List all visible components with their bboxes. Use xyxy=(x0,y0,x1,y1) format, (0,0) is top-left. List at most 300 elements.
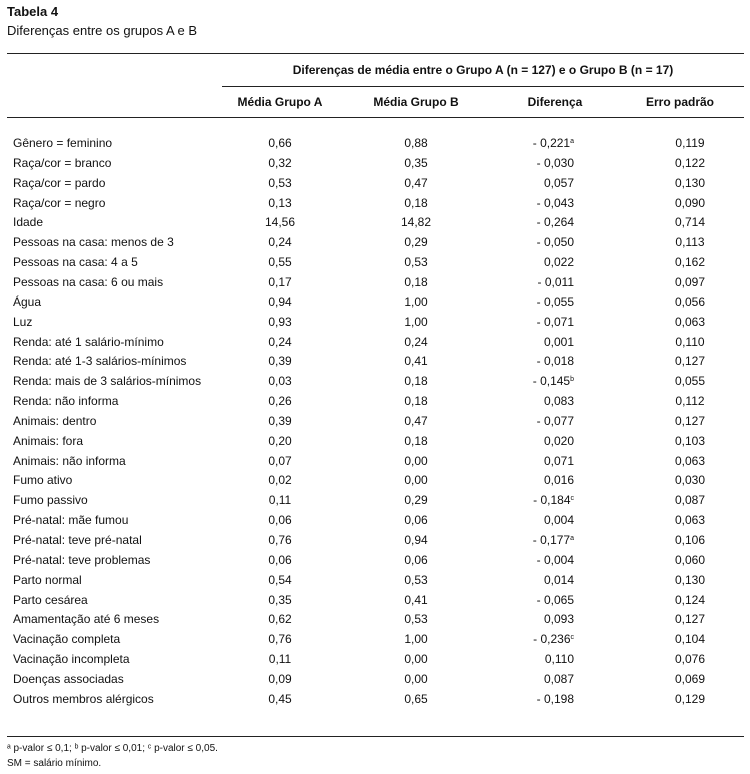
table-row xyxy=(0,593,750,613)
media-a-value xyxy=(215,612,345,626)
media-b-value-text: 0,35 xyxy=(404,155,428,170)
row-label-text: Doenças associadas xyxy=(13,671,124,686)
diferenca-value-text: - 0,050 xyxy=(536,235,574,250)
media-b-value-text: 0,24 xyxy=(404,334,428,349)
media-b-value xyxy=(351,493,481,507)
diferenca-value-text: 0,004 xyxy=(543,513,574,528)
erro-padrao-value-text: 0,714 xyxy=(674,215,706,230)
erro-padrao-value xyxy=(625,354,750,368)
diferenca-value xyxy=(474,612,574,626)
erro-padrao-value-text: 0,063 xyxy=(674,453,706,468)
media-b-value xyxy=(351,374,481,388)
media-a-value xyxy=(215,136,345,150)
row-label-text: Parto normal xyxy=(13,572,82,587)
diferenca-value-text: 0,110 xyxy=(544,652,574,667)
row-label-text: Animais: não informa xyxy=(13,453,126,468)
row-label xyxy=(13,493,88,507)
media-a-value-text: 0,09 xyxy=(268,671,292,686)
media-a-value xyxy=(215,394,345,408)
row-label xyxy=(13,156,111,170)
media-b-value-text: 1,00 xyxy=(404,294,428,309)
media-a-value-text: 0,39 xyxy=(268,354,292,369)
row-label xyxy=(13,434,83,448)
row-label-text: Fumo ativo xyxy=(13,473,73,488)
media-a-value xyxy=(215,295,345,309)
erro-padrao-value-text: 0,119 xyxy=(675,136,705,150)
diferenca-value-text: 0,014 xyxy=(543,572,574,587)
column-header-diferenca: Diferença xyxy=(527,95,583,109)
media-a-value xyxy=(215,255,345,269)
media-b-value-text: 0,18 xyxy=(404,374,428,389)
media-a-value xyxy=(215,335,345,349)
media-a-value xyxy=(215,454,345,468)
row-label xyxy=(13,394,118,408)
media-a-value-text: 0,11 xyxy=(268,652,292,667)
media-a-value xyxy=(215,156,345,170)
media-a-value-text: 0,39 xyxy=(268,413,292,428)
erro-padrao-value xyxy=(625,315,750,329)
erro-padrao-value-text: 0,130 xyxy=(674,175,706,190)
row-label xyxy=(13,533,142,547)
footnote-sm: SM = salário mínimo. xyxy=(7,758,102,769)
row-label xyxy=(13,414,96,428)
row-label xyxy=(13,573,82,587)
row-label-text: Luz xyxy=(13,314,33,329)
media-a-value-text: 0,03 xyxy=(268,374,292,389)
erro-padrao-value xyxy=(625,652,750,666)
media-b-value-text: 0,29 xyxy=(404,493,428,508)
table-row xyxy=(0,652,750,672)
table-row xyxy=(0,235,750,255)
media-a-value xyxy=(215,672,345,686)
media-b-value-text: 0,65 xyxy=(404,691,428,706)
table-row xyxy=(0,513,750,533)
erro-padrao-value-text: 0,076 xyxy=(674,652,706,667)
table-row xyxy=(0,454,750,474)
erro-padrao-value xyxy=(625,196,750,210)
media-b-value-text: 0,53 xyxy=(404,612,428,627)
row-label-text: Animais: fora xyxy=(13,433,84,448)
media-b-value xyxy=(351,593,481,607)
diferenca-value-text: - 0,043 xyxy=(536,195,574,210)
row-label xyxy=(13,672,124,686)
diferenca-value xyxy=(474,374,574,388)
media-a-value-text: 0,66 xyxy=(268,136,292,150)
media-a-value-text: 0,76 xyxy=(268,533,292,547)
diferenca-value xyxy=(474,573,574,587)
media-a-value-text: 0,35 xyxy=(268,592,292,607)
column-header-media-b: Média Grupo B xyxy=(373,95,459,109)
media-b-value-text: 0,18 xyxy=(404,195,428,210)
row-label-text: Vacinação incompleta xyxy=(13,652,130,667)
significance-marker: a xyxy=(570,535,574,542)
diferenca-value xyxy=(474,414,574,428)
row-label-text: Pessoas na casa: 4 a 5 xyxy=(13,255,138,270)
diferenca-value-text: - 0,055 xyxy=(536,294,574,309)
erro-padrao-value xyxy=(625,156,750,170)
erro-padrao-value xyxy=(625,553,750,567)
media-b-value xyxy=(351,196,481,210)
erro-padrao-value-text: 0,056 xyxy=(674,294,706,309)
media-a-value xyxy=(215,275,345,289)
diferenca-value xyxy=(474,156,574,170)
media-b-value xyxy=(351,513,481,527)
table-row xyxy=(0,414,750,434)
erro-padrao-value-text: 0,106 xyxy=(674,533,706,547)
diferenca-value xyxy=(474,394,574,408)
media-a-value xyxy=(215,354,345,368)
media-b-value-text: 0,18 xyxy=(404,394,428,409)
erro-padrao-value-text: 0,110 xyxy=(675,334,705,349)
media-b-value-text: 0,47 xyxy=(404,175,428,190)
row-label xyxy=(13,354,186,368)
erro-padrao-value-text: 0,112 xyxy=(675,394,705,409)
erro-padrao-value-text: 0,055 xyxy=(674,374,706,389)
media-a-value-text: 0,17 xyxy=(268,274,292,289)
row-label xyxy=(13,513,128,527)
media-b-value xyxy=(351,255,481,269)
significance-marker: c xyxy=(570,634,574,642)
diferenca-value-text: 0,071 xyxy=(543,453,574,468)
diferenca-value xyxy=(474,255,574,269)
diferenca-value-text: - 0,264 xyxy=(536,215,574,230)
row-label-text: Pré-natal: teve problemas xyxy=(13,552,151,567)
media-b-value-text: 0,00 xyxy=(404,453,428,468)
erro-padrao-value xyxy=(625,335,750,349)
media-b-value-text: 0,47 xyxy=(404,413,428,428)
row-label-text: Raça/cor = pardo xyxy=(13,175,106,190)
row-label-text: Idade xyxy=(13,215,44,230)
media-b-value xyxy=(351,235,481,249)
media-b-value xyxy=(351,176,481,190)
media-b-value-text: 0,18 xyxy=(404,274,428,289)
erro-padrao-value xyxy=(625,235,750,249)
footnote-pvalues: ᵃ p-valor ≤ 0,1; ᵇ p-valor ≤ 0,01; ᶜ p-valor ≤ 0,05. xyxy=(7,743,218,754)
media-a-value-text: 14,56 xyxy=(264,215,296,230)
row-label xyxy=(13,275,163,289)
media-a-value xyxy=(215,315,345,329)
table-row xyxy=(0,335,750,355)
row-label xyxy=(13,176,105,190)
media-b-value-text: 0,00 xyxy=(404,671,428,686)
significance-marker: c xyxy=(570,495,574,503)
media-a-value xyxy=(215,533,345,547)
media-a-value-text: 0,76 xyxy=(268,632,292,647)
erro-padrao-value-text: 0,063 xyxy=(674,513,706,528)
media-b-value xyxy=(351,632,481,646)
media-a-value xyxy=(215,493,345,507)
erro-padrao-value-text: 0,122 xyxy=(674,155,706,170)
table-row xyxy=(0,394,750,414)
media-b-value xyxy=(351,672,481,686)
media-b-value xyxy=(351,553,481,567)
media-b-value-text: 0,94 xyxy=(404,533,428,547)
media-a-value-text: 0,53 xyxy=(268,175,292,190)
media-b-value-text: 0,53 xyxy=(404,572,428,587)
diferenca-value xyxy=(474,315,574,329)
bottom-rule xyxy=(7,736,744,737)
erro-padrao-value xyxy=(625,295,750,309)
table-row xyxy=(0,255,750,275)
table-row xyxy=(0,196,750,216)
erro-padrao-value-text: 0,097 xyxy=(674,274,706,289)
row-label xyxy=(13,335,164,349)
media-a-value-text: 0,13 xyxy=(268,195,292,210)
media-b-value-text: 0,53 xyxy=(404,255,428,270)
erro-padrao-value-text: 0,127 xyxy=(674,413,706,428)
media-b-value-text: 14,82 xyxy=(400,215,432,230)
media-a-value xyxy=(215,235,345,249)
diferenca-value xyxy=(474,692,574,706)
table-title: Tabela 4 xyxy=(7,4,59,19)
erro-padrao-value-text: 0,130 xyxy=(674,572,706,587)
media-b-value-text: 0,41 xyxy=(404,354,428,369)
diferenca-value xyxy=(474,434,574,448)
erro-padrao-value xyxy=(625,513,750,527)
diferenca-value-text: - 0,177 xyxy=(532,533,571,547)
diferenca-value-text: 0,093 xyxy=(543,612,574,627)
row-label-text: Renda: mais de 3 salários-mínimos xyxy=(13,374,202,389)
diferenca-value-text: - 0,236 xyxy=(533,632,571,647)
media-a-value-text: 0,45 xyxy=(268,691,292,706)
diferenca-value-text: 0,057 xyxy=(543,175,574,190)
span-rule xyxy=(222,86,744,87)
erro-padrao-value xyxy=(625,692,750,706)
table-row xyxy=(0,136,750,156)
significance-marker: a xyxy=(570,138,574,145)
header-rule xyxy=(7,117,744,118)
row-label-text: Animais: dentro xyxy=(13,413,97,428)
row-label-text: Raça/cor = branco xyxy=(13,155,112,170)
row-label xyxy=(13,295,41,309)
erro-padrao-value xyxy=(625,394,750,408)
erro-padrao-value xyxy=(625,573,750,587)
diferenca-value xyxy=(474,473,574,487)
significance-marker: b xyxy=(570,376,574,384)
diferenca-value xyxy=(474,235,574,249)
media-a-value-text: 0,55 xyxy=(268,255,292,270)
row-label-text: Pré-natal: teve pré-natal xyxy=(13,533,142,547)
erro-padrao-value-text: 0,090 xyxy=(674,195,706,210)
diferenca-value xyxy=(474,196,574,210)
erro-padrao-value xyxy=(625,414,750,428)
row-label-text: Pessoas na casa: menos de 3 xyxy=(13,235,174,250)
diferenca-value-text: - 0,004 xyxy=(536,552,574,567)
media-a-value-text: 0,93 xyxy=(268,314,292,329)
table-row xyxy=(0,612,750,632)
table-row xyxy=(0,295,750,315)
erro-padrao-value-text: 0,063 xyxy=(674,314,706,329)
media-b-value-text: 0,00 xyxy=(404,652,428,667)
erro-padrao-value-text: 0,087 xyxy=(674,493,706,508)
erro-padrao-value-text: 0,162 xyxy=(674,255,706,270)
table-row xyxy=(0,553,750,573)
media-b-value xyxy=(351,533,481,547)
erro-padrao-value-text: 0,113 xyxy=(675,235,705,250)
diferenca-value xyxy=(474,335,574,349)
table-row xyxy=(0,692,750,712)
erro-padrao-value xyxy=(625,493,750,507)
diferenca-value-text: - 0,030 xyxy=(536,155,574,170)
diferenca-value xyxy=(474,215,574,229)
table-row xyxy=(0,176,750,196)
media-a-value-text: 0,11 xyxy=(268,493,292,508)
erro-padrao-value-text: 0,103 xyxy=(674,433,706,448)
media-a-value xyxy=(215,652,345,666)
media-a-value-text: 0,62 xyxy=(268,612,292,627)
media-b-value-text: 0,06 xyxy=(404,552,428,567)
erro-padrao-value-text: 0,124 xyxy=(674,592,706,607)
diferenca-value xyxy=(474,176,574,190)
diferenca-value xyxy=(474,672,574,686)
row-label xyxy=(13,612,159,626)
diferenca-value-text: - 0,198 xyxy=(536,691,574,706)
row-label-text: Amamentação até 6 meses xyxy=(13,612,160,627)
erro-padrao-value xyxy=(625,672,750,686)
diferenca-value xyxy=(474,454,574,468)
row-label xyxy=(13,593,88,607)
erro-padrao-value xyxy=(625,215,750,229)
media-a-value-text: 0,24 xyxy=(268,334,292,349)
diferenca-value xyxy=(474,652,574,666)
diferenca-value-text: - 0,184 xyxy=(533,493,571,508)
diferenca-value-text: 0,022 xyxy=(543,255,574,270)
row-label xyxy=(13,374,201,388)
row-label xyxy=(13,215,43,229)
erro-padrao-value xyxy=(625,255,750,269)
row-label-text: Renda: até 1 salário-mínimo xyxy=(13,334,164,349)
media-a-value-text: 0,20 xyxy=(268,433,292,448)
media-a-value-text: 0,02 xyxy=(268,473,292,488)
media-a-value xyxy=(215,414,345,428)
table-row xyxy=(0,493,750,513)
erro-padrao-value xyxy=(625,533,750,547)
media-b-value-text: 0,29 xyxy=(404,235,428,250)
media-a-value-text: 0,26 xyxy=(268,394,292,409)
diferenca-value-text: 0,087 xyxy=(543,671,574,686)
diferenca-value xyxy=(474,533,574,547)
row-label xyxy=(13,315,32,329)
erro-padrao-value-text: 0,069 xyxy=(674,671,706,686)
erro-padrao-value xyxy=(625,136,750,150)
media-b-value xyxy=(351,434,481,448)
row-label xyxy=(13,553,150,567)
table-row xyxy=(0,573,750,593)
diferenca-value-text: 0,001 xyxy=(543,334,574,349)
row-label-text: Pessoas na casa: 6 ou mais xyxy=(13,274,164,289)
media-b-value xyxy=(351,354,481,368)
media-a-value-text: 0,94 xyxy=(268,294,292,309)
top-rule xyxy=(7,53,744,54)
row-label-text: Água xyxy=(13,294,42,309)
diferenca-value-text: 0,020 xyxy=(543,433,574,448)
media-b-value-text: 0,41 xyxy=(404,592,428,607)
media-b-value-text: 0,88 xyxy=(404,136,428,150)
diferenca-value xyxy=(474,354,574,368)
media-a-value xyxy=(215,176,345,190)
diferenca-value-text: - 0,077 xyxy=(536,413,574,428)
erro-padrao-value xyxy=(625,632,750,646)
erro-padrao-value-text: 0,127 xyxy=(674,612,706,627)
media-a-value-text: 0,54 xyxy=(268,572,292,587)
row-label xyxy=(13,692,154,706)
erro-padrao-value xyxy=(625,593,750,607)
erro-padrao-value xyxy=(625,434,750,448)
row-label-text: Parto cesárea xyxy=(13,592,88,607)
media-a-value-text: 0,24 xyxy=(268,235,292,250)
diferenca-value xyxy=(474,593,574,607)
row-label-text: Raça/cor = negro xyxy=(13,195,106,210)
erro-padrao-value xyxy=(625,176,750,190)
erro-padrao-value-text: 0,127 xyxy=(674,354,706,369)
media-a-value xyxy=(215,553,345,567)
media-b-value xyxy=(351,414,481,428)
media-a-value-text: 0,06 xyxy=(268,513,292,528)
erro-padrao-value-text: 0,030 xyxy=(674,473,706,488)
table-row xyxy=(0,215,750,235)
media-b-value xyxy=(351,692,481,706)
table-row xyxy=(0,632,750,652)
diferenca-value-text: - 0,071 xyxy=(536,314,574,329)
table-row xyxy=(0,315,750,335)
media-b-value xyxy=(351,315,481,329)
erro-padrao-value xyxy=(625,374,750,388)
erro-padrao-value xyxy=(625,612,750,626)
diferenca-value xyxy=(474,632,574,646)
media-b-value xyxy=(351,136,481,150)
table-row xyxy=(0,354,750,374)
media-b-value xyxy=(351,454,481,468)
row-label-text: Renda: até 1-3 salários-mínimos xyxy=(13,354,187,369)
table-subtitle: Diferenças entre os grupos A e B xyxy=(7,23,198,38)
diferenca-value-text: - 0,221 xyxy=(532,136,571,150)
diferenca-value-text: 0,083 xyxy=(543,394,574,409)
media-a-value-text: 0,06 xyxy=(268,552,292,567)
media-a-value xyxy=(215,573,345,587)
erro-padrao-value-text: 0,104 xyxy=(674,632,706,647)
media-b-value xyxy=(351,573,481,587)
diferenca-value xyxy=(474,553,574,567)
row-label xyxy=(13,632,120,646)
row-label-text: Fumo passivo xyxy=(13,493,88,508)
media-b-value-text: 1,00 xyxy=(404,314,428,329)
media-a-value-text: 0,07 xyxy=(268,453,292,468)
media-b-value-text: 0,06 xyxy=(404,513,428,528)
row-label-text: Renda: não informa xyxy=(13,394,119,409)
diferenca-value xyxy=(474,136,574,150)
media-a-value xyxy=(215,593,345,607)
diferenca-value xyxy=(474,295,574,309)
row-label xyxy=(13,454,126,468)
media-a-value xyxy=(215,215,345,229)
diferenca-value xyxy=(474,493,574,507)
diferenca-value xyxy=(474,275,574,289)
media-a-value xyxy=(215,434,345,448)
diferenca-value-text: - 0,065 xyxy=(536,592,574,607)
diferenca-value xyxy=(474,513,574,527)
media-b-value xyxy=(351,612,481,626)
table-row xyxy=(0,533,750,553)
diferenca-value-text: - 0,011 xyxy=(537,274,574,289)
media-b-value xyxy=(351,215,481,229)
erro-padrao-value-text: 0,060 xyxy=(674,552,706,567)
erro-padrao-value xyxy=(625,275,750,289)
table-row xyxy=(0,275,750,295)
row-label-text: Gênero = feminino xyxy=(13,136,113,150)
erro-padrao-value-text: 0,129 xyxy=(674,691,706,706)
media-b-value xyxy=(351,156,481,170)
row-label xyxy=(13,235,174,249)
